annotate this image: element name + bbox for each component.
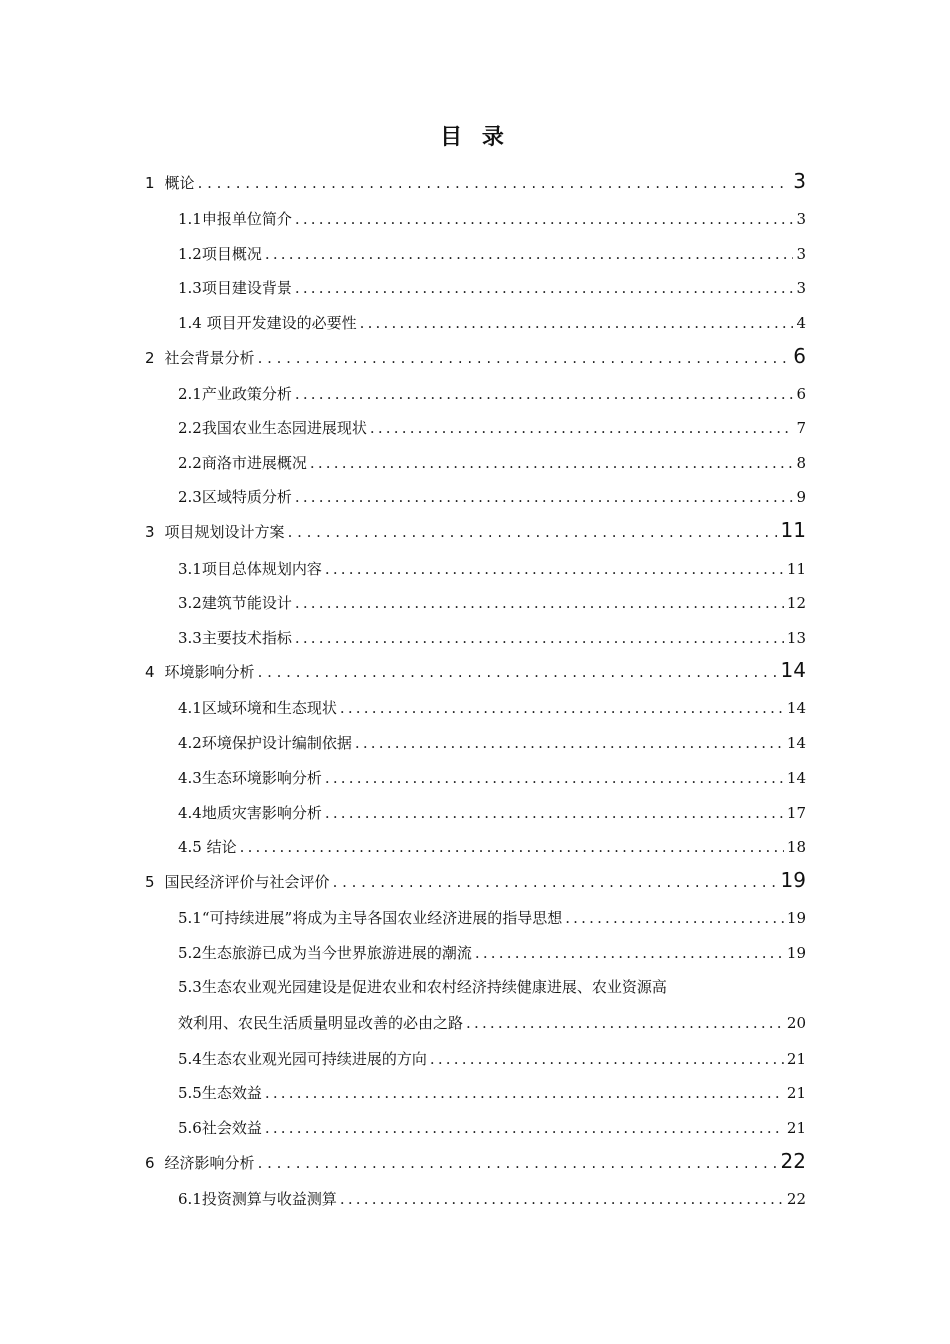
toc-entry-text: 3.2建筑节能设计 [178,594,292,612]
toc-page-number: 8 [796,454,806,472]
toc-entry-text: 4.2环境保护设计编制依据 [178,734,352,752]
toc-entry-text: 5.2生态旅游已成为当今世界旅游进展的潮流 [178,944,472,962]
toc-page-number: 14 [786,769,806,787]
toc-section-entry[interactable] [178,312,806,333]
toc-entry-text: 2.2商洛市进展概况 [178,454,307,472]
toc-leader-dots [325,769,784,787]
toc-leader-dots [565,909,784,927]
toc-page-number: 3 [796,245,806,263]
toc-page-number: 14 [786,734,806,752]
toc-leader-dots [355,734,784,752]
toc-leader-dots [288,523,778,541]
toc-entry-text: 效利用、农民生活质量明显改善的必由之路 [178,1014,464,1032]
toc-leader-dots [295,594,784,612]
toc-page-number: 19 [786,909,806,927]
toc-section-entry[interactable] [178,907,806,928]
toc-chapter-number: 2 [145,349,155,367]
toc-entry-text: 4.4地质灾害影响分析 [178,804,322,822]
toc-leader-dots [340,699,784,717]
toc-entry-wrapped-line: 5.3生态农业观光园建设是促进农业和农村经济持续健康进展、农业资源高 [178,978,667,996]
toc-chapter-number: 4 [145,663,155,681]
toc-page-number: 21 [786,1050,806,1068]
toc-chapter-entry[interactable] [145,868,806,892]
toc-chapter-number: 1 [145,174,155,192]
toc-leader-dots [265,1084,784,1102]
toc-page-number: 21 [786,1084,806,1102]
toc-entry-text: 国民经济评价与社会评价 [164,873,330,891]
toc-leader-dots [370,419,794,437]
toc-section-entry[interactable] [178,836,806,857]
toc-leader-dots [310,454,794,472]
toc-section-entry[interactable] [178,208,806,229]
toc-leader-dots [430,1050,784,1068]
toc-page-number: 17 [786,804,806,822]
toc-page-number: 12 [786,594,806,612]
toc-chapter-entry[interactable] [145,1149,806,1173]
toc-section-entry[interactable] [178,243,806,264]
toc-entry-text: 4.5 结论 [178,838,237,856]
toc-leader-dots [466,1014,784,1032]
toc-page-number: 7 [796,419,806,437]
toc-entry-text: 6.1投资测算与收益测算 [178,1190,337,1208]
toc-leader-dots [475,944,784,962]
toc-page-number: 18 [786,838,806,856]
toc-section-entry[interactable] [178,697,806,718]
toc-entry-text: 5.1“可持续进展”将成为主导各国农业经济进展的指导思想 [178,909,563,927]
toc-leader-dots [295,210,794,228]
toc-entry-text: 1.2项目概况 [178,245,262,263]
toc-leader-dots [265,245,794,263]
toc-section-entry[interactable] [178,558,806,579]
toc-chapter-entry[interactable] [145,518,806,542]
toc-entry-text: 1.3项目建设背景 [178,279,292,297]
toc-page-number: 14 [780,658,806,682]
toc-page-number: 11 [780,518,806,542]
toc-leader-dots [295,385,794,403]
toc-entry-text: 2.3区域特质分析 [178,488,292,506]
toc-entry-text: 社会背景分析 [164,349,255,367]
toc-leader-dots [240,838,784,856]
toc-page-number: 14 [786,699,806,717]
toc-entry-text: 1.1申报单位简介 [178,210,292,228]
toc-section-entry[interactable] [178,767,806,788]
toc-page-number: 22 [780,1149,806,1173]
toc-title: 目 录 [440,125,510,150]
toc-entry-text: 项目规划设计方案 [164,523,285,541]
toc-entry-text: 经济影响分析 [164,1154,255,1172]
toc-entry-text: 4.3生态环境影响分析 [178,769,322,787]
toc-entry-text: 1.4 项目开发建设的必要性 [178,314,357,332]
toc-page-number: 3 [796,210,806,228]
toc-section-entry[interactable] [178,1012,806,1033]
toc-section-entry[interactable] [178,1048,806,1069]
toc-section-entry[interactable] [178,802,806,823]
toc-section-entry[interactable] [178,592,806,613]
toc-leader-dots [333,873,778,891]
toc-leader-dots [258,663,778,681]
toc-section-entry[interactable] [178,942,806,963]
toc-entry-text: 环境影响分析 [164,663,255,681]
toc-section-entry[interactable] [178,1082,806,1103]
toc-page-number: 6 [793,344,806,368]
toc-leader-dots [265,1119,784,1137]
toc-page-number: 11 [786,560,806,578]
toc-leader-dots [325,804,784,822]
toc-page-number: 19 [786,944,806,962]
toc-page-number: 21 [786,1119,806,1137]
toc-chapter-number: 3 [145,523,155,541]
toc-page-number: 9 [796,488,806,506]
toc-entry-text: 2.1产业政策分析 [178,385,292,403]
toc-entry-text: 5.5生态效益 [178,1084,262,1102]
toc-section-entry[interactable] [178,732,806,753]
toc-chapter-entry[interactable] [145,658,806,682]
toc-leader-dots [295,629,784,647]
toc-section-entry[interactable] [178,277,806,298]
toc-entry-text: 2.2我国农业生态园进展现状 [178,419,367,437]
toc-page-number: 13 [786,629,806,647]
toc-leader-dots [258,1154,778,1172]
toc-leader-dots [198,174,791,192]
toc-chapter-number: 5 [145,873,155,891]
toc-chapter-entry[interactable] [145,344,806,368]
toc-page-number: 19 [780,868,806,892]
toc-chapter-entry[interactable] [145,169,806,193]
toc-leader-dots [258,349,791,367]
toc-entry-text: 概论 [164,174,195,192]
toc-page-number: 3 [793,169,806,193]
toc-page-number: 4 [796,314,806,332]
toc-entry-text: 3.1项目总体规划内容 [178,560,322,578]
toc-chapter-number: 6 [145,1154,155,1172]
toc-page-number: 6 [796,385,806,403]
toc-section-entry[interactable] [178,1188,806,1209]
toc-page-number: 20 [786,1014,806,1032]
toc-leader-dots [325,560,784,578]
toc-section-entry[interactable] [178,627,806,648]
toc-section-entry[interactable] [178,486,806,507]
toc-leader-dots [295,488,794,506]
toc-leader-dots [360,314,794,332]
toc-entry-text: 5.4生态农业观光园可持续进展的方向 [178,1050,427,1068]
toc-leader-dots [295,279,794,297]
toc-section-entry[interactable] [178,1117,806,1138]
toc-entry-text: 5.6社会效益 [178,1119,262,1137]
toc-section-entry[interactable] [178,417,806,438]
toc-section-entry[interactable] [178,383,806,404]
toc-page-number: 3 [796,279,806,297]
toc-leader-dots [340,1190,784,1208]
toc-entry-text: 3.3主要技术指标 [178,629,292,647]
toc-page-number: 22 [786,1190,806,1208]
toc-entry-text: 4.1区域环境和生态现状 [178,699,337,717]
toc-section-entry[interactable] [178,452,806,473]
